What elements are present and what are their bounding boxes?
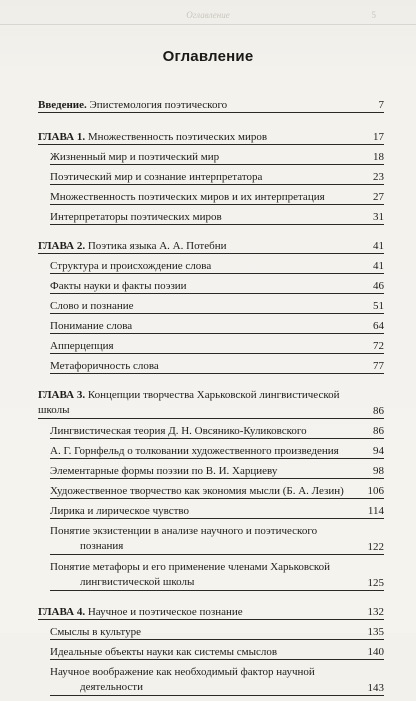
toc-entry-text: Структура и происхождение слова [50, 260, 212, 272]
toc-entry-page: 122 [367, 541, 384, 553]
toc-entry-page: 18 [373, 151, 384, 163]
toc-entry-section[interactable] [50, 424, 384, 439]
spacer [38, 118, 384, 130]
toc-entry-page: 51 [373, 300, 384, 312]
toc-entry-page: 7 [378, 99, 384, 111]
toc-entry-text: Лингвистическая теория Д. Н. Овсянико-Куликовского [50, 425, 307, 437]
toc-entry-title [50, 560, 364, 590]
toc-entry-section[interactable] [50, 150, 384, 165]
toc-entry-text: Художественное творчество как экономия мысли (Б. А. Лезин) [50, 485, 344, 497]
toc-entry-text: Множественность поэтических миров [87, 131, 268, 143]
toc-entry-page: 72 [373, 340, 384, 352]
spacer [38, 379, 384, 388]
toc-entry-text: Поэтический мир и сознание интерпретатора [50, 171, 263, 183]
running-head [0, 10, 416, 25]
toc-entry-text-continued: лингвистической школы [80, 576, 195, 588]
toc-entry-label: Введение. [38, 99, 87, 111]
toc-entry-text: Понимание слова [50, 320, 133, 332]
toc-entry-page: 23 [373, 171, 384, 183]
toc-entry-page: 125 [367, 577, 384, 589]
toc-entry-title [38, 239, 364, 253]
toc-entry-text: Идеальные объекты науки как системы смыслов [50, 646, 278, 658]
toc-entry-section[interactable] [50, 444, 384, 459]
toc-entry-text: Научное и поэтическое познание [87, 606, 243, 618]
spacer [38, 230, 384, 239]
toc-entry-label: ГЛАВА 3. [38, 389, 86, 401]
toc-entry-text-continued: познания [80, 540, 124, 552]
toc-entry-text: Эпистемология поэтического [89, 99, 228, 111]
toc-entry-text: Факты науки и факты поэзии [50, 280, 187, 292]
toc-entry-section[interactable] [50, 299, 384, 314]
toc-entry-chapter-4[interactable] [38, 605, 384, 620]
toc-entry-title [50, 524, 364, 554]
toc-entry-chapter-3[interactable] [38, 388, 384, 419]
toc-entry-page: 31 [373, 211, 384, 223]
toc-entry-text-continued: школы [38, 404, 70, 416]
toc-entry-page: 114 [367, 505, 384, 517]
page-title: Оглавление [162, 48, 254, 65]
toc-entry-page: 98 [373, 465, 384, 477]
toc-entry-page: 106 [367, 485, 384, 497]
toc-entry-text: Научное воображение как необходимый фактор научной [50, 666, 315, 678]
toc-entry-introduction[interactable] [38, 98, 384, 113]
toc-entry-text: Понятие экзистенции в анализе научного и поэтического [50, 525, 318, 537]
toc-entry-section[interactable] [50, 645, 384, 660]
toc-entry-chapter-2[interactable] [38, 239, 384, 254]
toc-entry-page: 64 [373, 320, 384, 332]
toc-entry-text: Понятие метафоры и его применение членами Харьковской [50, 561, 331, 573]
running-head-title: Оглавление [186, 10, 230, 20]
toc-entry-text: Смыслы в культуре [50, 626, 141, 638]
toc-entry-section[interactable] [50, 279, 384, 294]
toc-entry-text: Поэтика языка А. А. Потебни [87, 240, 227, 252]
toc-entry-section[interactable] [50, 524, 384, 555]
toc-entry-page: 41 [373, 260, 384, 272]
toc-entry-section[interactable] [50, 339, 384, 354]
toc-entry-text: Метафоричность слова [50, 360, 159, 372]
toc-entry-chapter-1[interactable] [38, 130, 384, 145]
toc-entry-page: 86 [373, 405, 384, 417]
toc-entry-title [50, 665, 364, 695]
running-head-page-number: 5 [371, 10, 376, 20]
toc-entry-page: 132 [367, 606, 384, 618]
toc-entry-label: ГЛАВА 2. [38, 240, 86, 252]
toc-entry-section[interactable] [50, 504, 384, 519]
toc-entry-section[interactable] [50, 359, 384, 374]
toc-entry-page: 86 [373, 425, 384, 437]
table-of-contents [38, 98, 384, 701]
toc-entry-section[interactable] [50, 319, 384, 334]
toc-entry-page: 94 [373, 445, 384, 457]
toc-entry-title [38, 388, 364, 418]
toc-entry-text: Множественность поэтических миров и их интерпретация [50, 191, 325, 203]
toc-entry-text-continued: деятельности [80, 681, 143, 693]
toc-entry-text: Апперцепция [50, 340, 114, 352]
toc-entry-text: Слово и познание [50, 300, 134, 312]
toc-entry-title [38, 130, 364, 144]
toc-entry-section[interactable] [50, 210, 384, 225]
toc-entry-section[interactable] [50, 560, 384, 591]
toc-entry-title [38, 605, 364, 619]
toc-entry-text: Элементарные формы поэзии по В. И. Харциеву [50, 465, 278, 477]
toc-entry-label: ГЛАВА 4. [38, 606, 86, 618]
toc-entry-text: Жизненный мир и поэтический мир [50, 151, 220, 163]
toc-entry-section[interactable] [50, 259, 384, 274]
spacer [38, 596, 384, 605]
toc-entry-page: 27 [373, 191, 384, 203]
toc-entry-page: 135 [367, 626, 384, 638]
toc-entry-text: А. Г. Горнфельд о толковании художественного произведения [50, 445, 339, 457]
toc-entry-page: 41 [373, 240, 384, 252]
toc-entry-section[interactable] [50, 665, 384, 696]
toc-entry-title [38, 98, 364, 112]
toc-entry-page: 143 [367, 682, 384, 694]
toc-entry-text: Лирика и лирическое чувство [50, 505, 190, 517]
toc-entry-section[interactable] [50, 170, 384, 185]
toc-entry-section[interactable] [50, 484, 384, 499]
toc-entry-text: Интерпретаторы поэтических миров [50, 211, 222, 223]
toc-entry-label: ГЛАВА 1. [38, 131, 86, 143]
toc-entry-page: 140 [367, 646, 384, 658]
toc-entry-page: 46 [373, 280, 384, 292]
toc-entry-page: 77 [373, 360, 384, 372]
toc-entry-section[interactable] [50, 464, 384, 479]
toc-entry-page: 17 [373, 131, 384, 143]
toc-entry-section[interactable] [50, 190, 384, 205]
toc-entry-text: Концепции творчества Харьковской лингвистической [87, 389, 340, 401]
